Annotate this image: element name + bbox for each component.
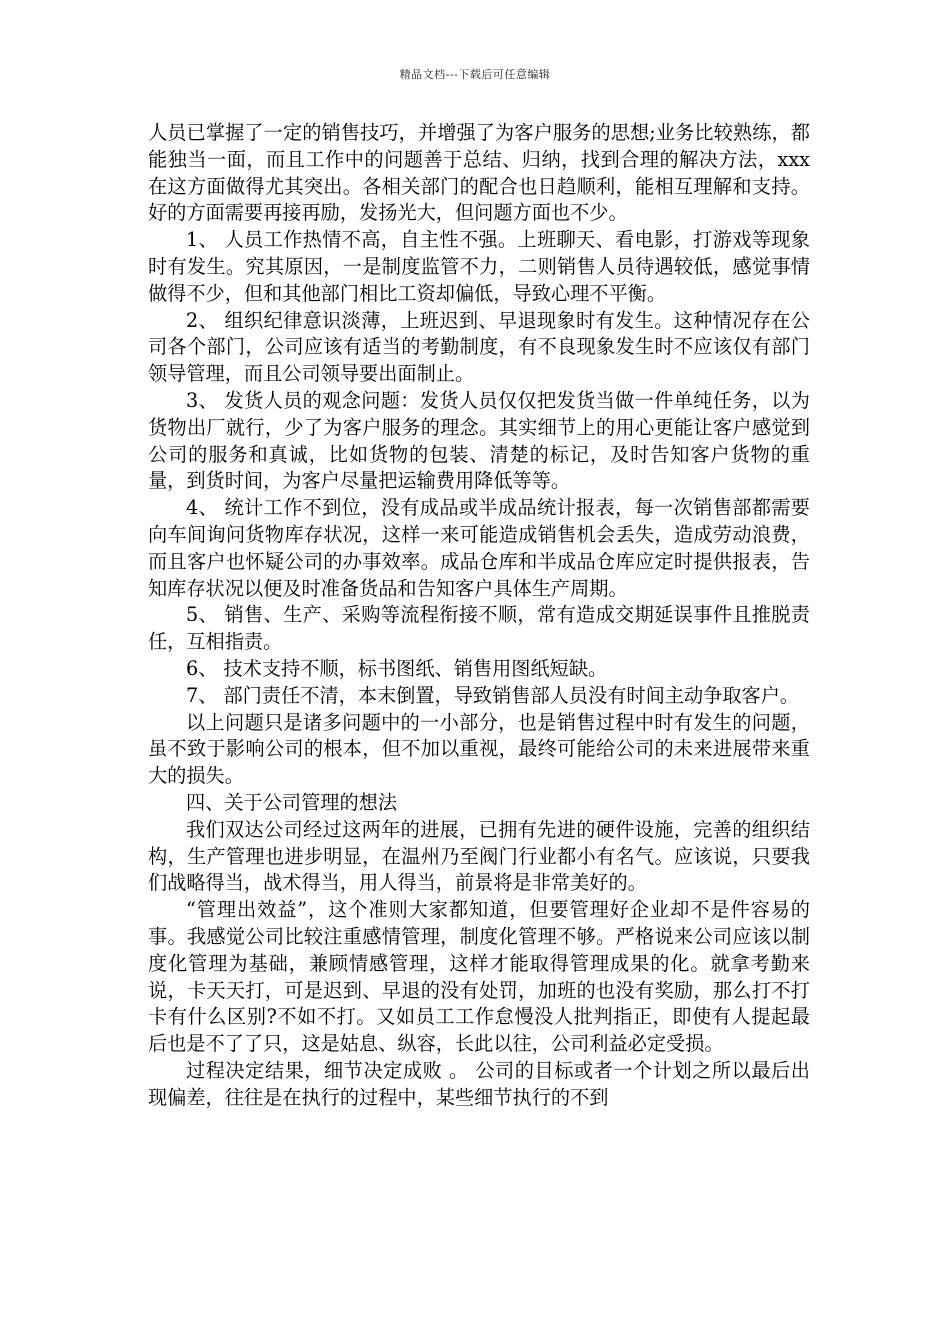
- paragraph-item-4: 4、 统计工作不到位，没有成品或半成品统计报表，每一次销售部都需要向车间询问货物库存状况，这样一来可能造成销售机会丢失，造成劳动浪费，而且客户也怀疑公司的办事效率。成品仓库和半成品仓库应定时提供报表，告知库存状况以便及时准备货品和告知客户具体生产周期。: [148, 496, 810, 600]
- paragraph-item-7: 7、 部门责任不清，本末倒置，导致销售部人员没有时间主动争取客户。: [186, 683, 800, 707]
- paragraph: 人员已掌握了一定的销售技巧，并增强了为客户服务的思想;业务比较熟练，都能独当一面，而且工作中的问题善于总结、归纳，找到合理的解决方法，xxx在这方面做得尤其突出。各相关部门的配合也日趋顺利，能相互理解和支持。好的方面需要再接再励，发扬光大，但问题方面也不少。: [148, 121, 810, 225]
- document-body: [148, 120, 810, 1111]
- section-heading: 四、关于公司管理的想法: [186, 790, 398, 814]
- paragraph: 我们双达公司经过这两年的进展，已拥有先进的硬件设施，完善的组织结构，生产管理也进步明显，在温州乃至阀门行业都小有名气。应该说，只要我们战略得当，战术得当，用人得当，前景将是非常美好的。: [148, 817, 810, 895]
- paragraph: 过程决定结果，细节决定成败 。 公司的目标或者一个计划之所以最后出现偏差，往往是在执行的过程中，某些细节执行的不到: [148, 1058, 810, 1109]
- paragraph-item-5: 5、 销售、生产、采购等流程衔接不顺，常有造成交期延误事件且推脱责任，互相指责。: [148, 603, 810, 654]
- paragraph-item-2: 2、 组织纪律意识淡薄，上班迟到、早退现象时有发生。这种情况存在公司各个部门，公司应该有适当的考勤制度，有不良现象发生时不应该仅有部门领导管理，而且公司领导要出面制止。: [148, 308, 810, 386]
- paragraph-item-1: 1、 人员工作热情不高，自主性不强。上班聊天、看电影，打游戏等现象时有发生。究其原因，一是制度监管不力，二则销售人员待遇较低，感觉事情做得不少，但和其他部门相比工资却偏低，导致心理不平衡。: [148, 228, 810, 305]
- paragraph: “管理出效益”，这个准则大家都知道，但要管理好企业却不是件容易的事。我感觉公司比较注重感情管理，制度化管理不够。严格说来公司应该以制度化管理为基础，兼顾情感管理，这样才能取得管理成果的化。就拿考勤来说，卡天天打，可是迟到、早退的没有处罚，加班的也没有奖励，那么打不打卡有什么区别?不如不打。又如员工工作怠慢没人批判指正，即使有人提起最后也是不了了只，这是姑息、纵容，长此以往，公司利益必定受损。: [148, 898, 810, 1056]
- page-header: 精品文档---下载后可任意编辑: [399, 68, 551, 81]
- paragraph-item-3: 3、 发货人员的观念问题：发货人员仅仅把发货当做一件单纯任务，以为货物出厂就行，少了为客户服务的理念。其实细节上的用心更能让客户感觉到公司的服务和真诚，比如货物的包装、清楚的标记，及时告知客户货物的重量，到货时间，为客户尽量把运输费用降低等等。: [148, 388, 810, 493]
- paragraph-item-6: 6、 技术支持不顺，标书图纸、销售用图纸短缺。: [186, 656, 608, 680]
- paragraph-summary: 以上问题只是诸多问题中的一小部分，也是销售过程中时有发生的问题，虽不致于影响公司的根本，但不加以重视，最终可能给公司的未来进展带来重大的损失。: [148, 710, 810, 788]
